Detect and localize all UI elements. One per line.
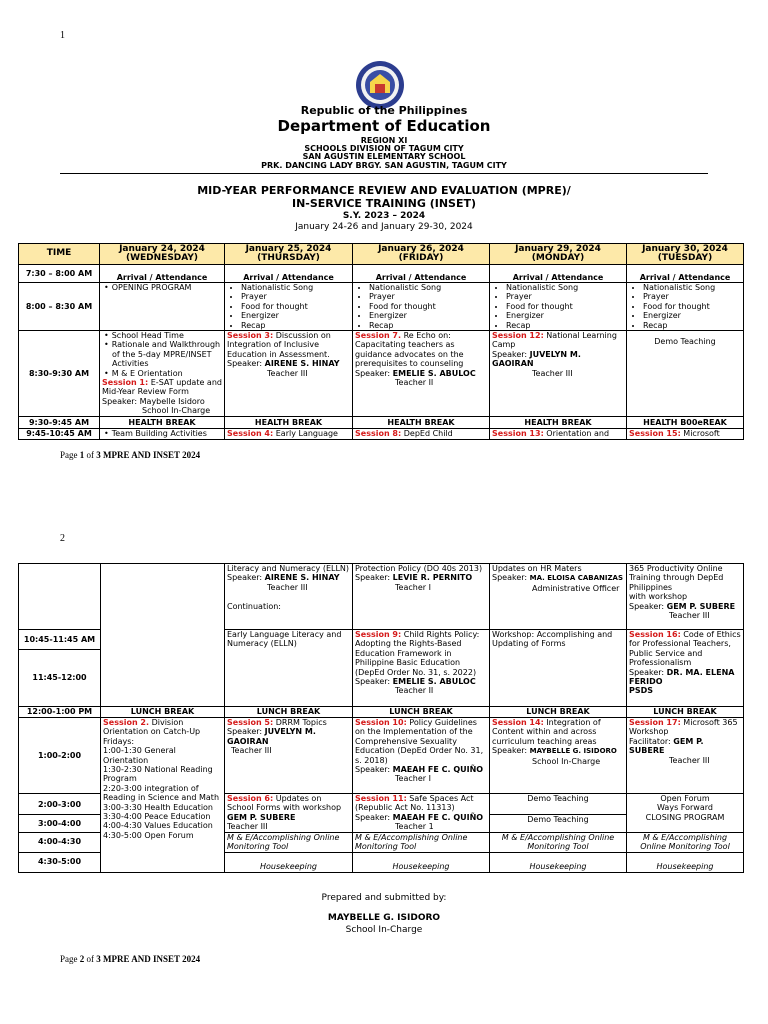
- arrival-cell: Arrival / Attendance: [353, 265, 490, 283]
- col-time: TIME: [19, 244, 100, 265]
- prepared-by-label: Prepared and submitted by:: [321, 893, 447, 903]
- time-cell: 11:45-12:00: [19, 650, 101, 707]
- table-row: [19, 417, 744, 429]
- monitoring-cell: M & E/Accomplishing Online Monitoring Tool: [225, 832, 353, 852]
- session-cell: Early Language Literacy and Numeracy (ELLN): [225, 630, 353, 707]
- housekeeping-cell: Housekeeping: [490, 852, 627, 872]
- lunch-cell: LUNCH BREAK: [225, 707, 353, 718]
- table-row: [19, 564, 744, 630]
- opening-cell: • OPENING PROGRAM: [100, 283, 225, 331]
- table-row: [19, 429, 744, 440]
- doc-title-line2: IN-SERVICE TRAINING (INSET): [291, 197, 477, 210]
- lunch-cell: LUNCH BREAK: [101, 707, 225, 718]
- col-day4: January 29, 2024 (MONDAY): [490, 244, 627, 265]
- arrival-cell: Arrival / Attendance: [627, 265, 744, 283]
- time-cell: 4:00-4:30: [19, 832, 101, 852]
- schedule-table-page2: [18, 563, 744, 873]
- session-cell: Session 15: Microsoft: [627, 429, 744, 440]
- page-number: 2: [60, 533, 65, 544]
- time-cell: 1:00-2:00: [19, 718, 101, 794]
- signatory-role: School In-Charge: [345, 925, 423, 935]
- time-cell: 3:00-4:00: [19, 815, 101, 832]
- division-heading: SCHOOLS DIVISION OF TAGUM CITY: [304, 144, 464, 153]
- time-cell: 12:00-1:00 PM: [19, 707, 101, 718]
- session-cell: Session 11: Safe Spaces Act (Republic Act No. 11313) Speaker: MAEAH FE C. QUIÑO Teacher 1: [353, 794, 490, 833]
- monitoring-cell: M & E/Accomplishing Online Monitoring Tool: [353, 832, 490, 852]
- session-cell: Session 10: Policy Guidelines on the Implementation of the Comprehensive Sexuality Education (DepEd Order No. 31, s. 2018) Speaker: MAEAH FE C. QUIÑO Teacher I: [353, 718, 490, 794]
- break-cell: HEALTH BREAK: [100, 417, 225, 429]
- session-cell: Session 3: Discussion on Integration of Inclusive Education in Assessment. Speaker: AIRENE S. HINAY Teacher III: [225, 331, 353, 417]
- time-cell: 2:00-3:00: [19, 794, 101, 815]
- col-day3: January 26, 2024 (FRIDAY): [353, 244, 490, 265]
- monitoring-cell: M & E/Accomplishing Online Monitoring Tool: [627, 832, 744, 852]
- address-heading: PRK. DANCING LADY BRGY. SAN AGUSTIN, TAGUM CITY: [261, 161, 507, 170]
- session-cell: • Team Building Activities: [100, 429, 225, 440]
- time-cell: 8:30-9:30 AM: [19, 331, 100, 417]
- region-heading: REGION XI: [360, 136, 408, 145]
- col-day1: January 24, 2024 (WEDNESDAY): [100, 244, 225, 265]
- deped-seal-icon: [355, 60, 405, 110]
- table-row: [19, 265, 744, 283]
- table-row: [19, 283, 744, 331]
- session-cell: • School Head Time • Rationale and Walkthrough of the 5-day MPRE/INSET Activities • M & E Orientation Session 1: E-SAT update and Mid-Year Review Form Speaker: Maybelle Isidoro School In-Charge: [100, 331, 225, 417]
- prelims-cell: • Nationalistic Song • Prayer • Food for thought • Energizer • Recap: [353, 283, 490, 331]
- session-cell: Demo Teaching: [627, 331, 744, 417]
- session-cell: Demo Teaching: [490, 794, 627, 815]
- session-cell: Session 16: Code of Ethics for Professional Teachers, Public Service and Professionalism Speaker: DR. MA. ELENA FERIDO PSDS: [627, 630, 744, 707]
- table-row: [19, 707, 744, 718]
- session-cell: Open Forum Ways Forward CLOSING PROGRAM: [627, 794, 744, 833]
- header-rule: [60, 173, 708, 174]
- signatory-name: MAYBELLE G. ISIDORO: [327, 913, 441, 923]
- housekeeping-cell: Housekeeping: [353, 852, 490, 872]
- lunch-cell: LUNCH BREAK: [353, 707, 490, 718]
- arrival-cell: Arrival / Attendance: [100, 265, 225, 283]
- session-cell: 365 Productivity Online Training through DepEd Philippines with workshop Speaker: GEM P. SUBERE Teacher III: [627, 564, 744, 630]
- empty-cell: [101, 564, 225, 707]
- session-cell: Demo Teaching: [490, 815, 627, 832]
- session-cell: Updates on HR Maters Speaker: MA. ELOISA CABANIZAS Administrative Officer: [490, 564, 627, 630]
- lunch-cell: LUNCH BREAK: [490, 707, 627, 718]
- time-cell: 9:45-10:45 AM: [19, 429, 100, 440]
- arrival-cell: Arrival / Attendance: [490, 265, 627, 283]
- session-cell: Session 4: Early Language: [225, 429, 353, 440]
- page-footer: Page 1 of 3 MPRE AND INSET 2024: [60, 450, 201, 460]
- housekeeping-cell: Housekeeping: [627, 852, 744, 872]
- time-cell: [19, 564, 101, 630]
- session-cell: Protection Policy (DO 40s 2013) Speaker: LEVIE R. PERNITO Teacher I: [353, 564, 490, 630]
- col-day5: January 30, 2024 (TUESDAY): [627, 244, 744, 265]
- break-cell: HEALTH BREAK: [490, 417, 627, 429]
- session-cell: Workshop: Accomplishing and Updating of Forms: [490, 630, 627, 707]
- session-cell: Session 8: DepEd Child: [353, 429, 490, 440]
- page-footer: Page 2 of 3 MPRE AND INSET 2024: [60, 954, 201, 964]
- school-year: S.Y. 2023 – 2024: [342, 211, 426, 221]
- time-cell: 7:30 – 8:00 AM: [19, 265, 100, 283]
- time-cell: 9:30-9:45 AM: [19, 417, 100, 429]
- session-cell: Session 13: Orientation and: [490, 429, 627, 440]
- session-cell: Session 17: Microsoft 365 Workshop Facilitator: GEM P. SUBERE Teacher III: [627, 718, 744, 794]
- time-cell: 10:45-11:45 AM: [19, 630, 101, 650]
- col-day2: January 25, 2024 (THURSDAY): [225, 244, 353, 265]
- training-dates: January 24-26 and January 29-30, 2024: [295, 222, 473, 232]
- header-row: [19, 244, 744, 265]
- school-heading: SAN AGUSTIN ELEMENTARY SCHOOL: [302, 152, 466, 161]
- doc-title-line1: MID-YEAR PERFORMANCE REVIEW AND EVALUATION (MPRE)/: [197, 184, 571, 197]
- time-cell: 4:30-5:00: [19, 852, 101, 872]
- monitoring-cell: M & E/Accomplishing Online Monitoring Tool: [490, 832, 627, 852]
- session-cell: Session 9: Child Rights Policy: Adopting the Rights-Based Education Framework in Philippine Basic Education (DepEd Order No. 31, s. 2022) Speaker: EMELIE S. ABULOC Teacher II: [353, 630, 490, 707]
- republic-heading: Republic of the Philippines: [300, 104, 468, 117]
- housekeeping-cell: Housekeeping: [225, 852, 353, 872]
- session-cell: Session 12: National Learning Camp Speaker: JUVELYN M. GAOIRAN Teacher III: [490, 331, 627, 417]
- table-row: [19, 718, 744, 794]
- session-cell: Session 2. Division Orientation on Catch-Up Fridays: 1:00-1:30 General Orientation 1:30-2:30 National Reading Program 2:20-3:00 integration of Reading in Science and Math 3:00-3:30 Health Education 3:30-4:00 Peace Education 4:00-4:30 Values Education 4:30-5:00 Open Forum: [101, 718, 225, 873]
- time-cell: 8:00 – 8:30 AM: [19, 283, 100, 331]
- session-cell: Session 14: Integration of Content within and across curriculum teaching areas Speaker: MAYBELLE G. ISIDORO School In-Charge: [490, 718, 627, 794]
- break-cell: HEALTH BREAK: [225, 417, 353, 429]
- arrival-cell: Arrival / Attendance: [225, 265, 353, 283]
- prelims-cell: • Nationalistic Song • Prayer • Food for thought • Energizer • Recap: [490, 283, 627, 331]
- session-cell: Literacy and Numeracy (ELLN) Speaker: AIRENE S. HINAY Teacher III Continuation:: [225, 564, 353, 630]
- department-heading: Department of Education: [277, 117, 491, 135]
- prelims-cell: • Nationalistic Song • Prayer • Food for thought • Energizer • Recap: [627, 283, 744, 331]
- page-number: 1: [60, 30, 65, 41]
- prelims-cell: • Nationalistic Song • Prayer • Food for thought • Energizer • Recap: [225, 283, 353, 331]
- break-cell: HEALTH BREAK: [353, 417, 490, 429]
- break-cell: HEALTH B00eREAK: [627, 417, 744, 429]
- session-cell: Session 5: DRRM Topics Speaker: JUVELYN M. GAOIRAN Teacher III: [225, 718, 353, 794]
- lunch-cell: LUNCH BREAK: [627, 707, 744, 718]
- session-cell: Session 7. Re Echo on: Capacitating teachers as guidance advocates on the prerequisites to counseling Speaker: EMELIE S. ABULOC Teacher II: [353, 331, 490, 417]
- schedule-table-page1: [18, 243, 744, 440]
- table-row: [19, 331, 744, 417]
- session-cell: Session 6: Updates on School Forms with workshop GEM P. SUBERE Teacher III: [225, 794, 353, 833]
